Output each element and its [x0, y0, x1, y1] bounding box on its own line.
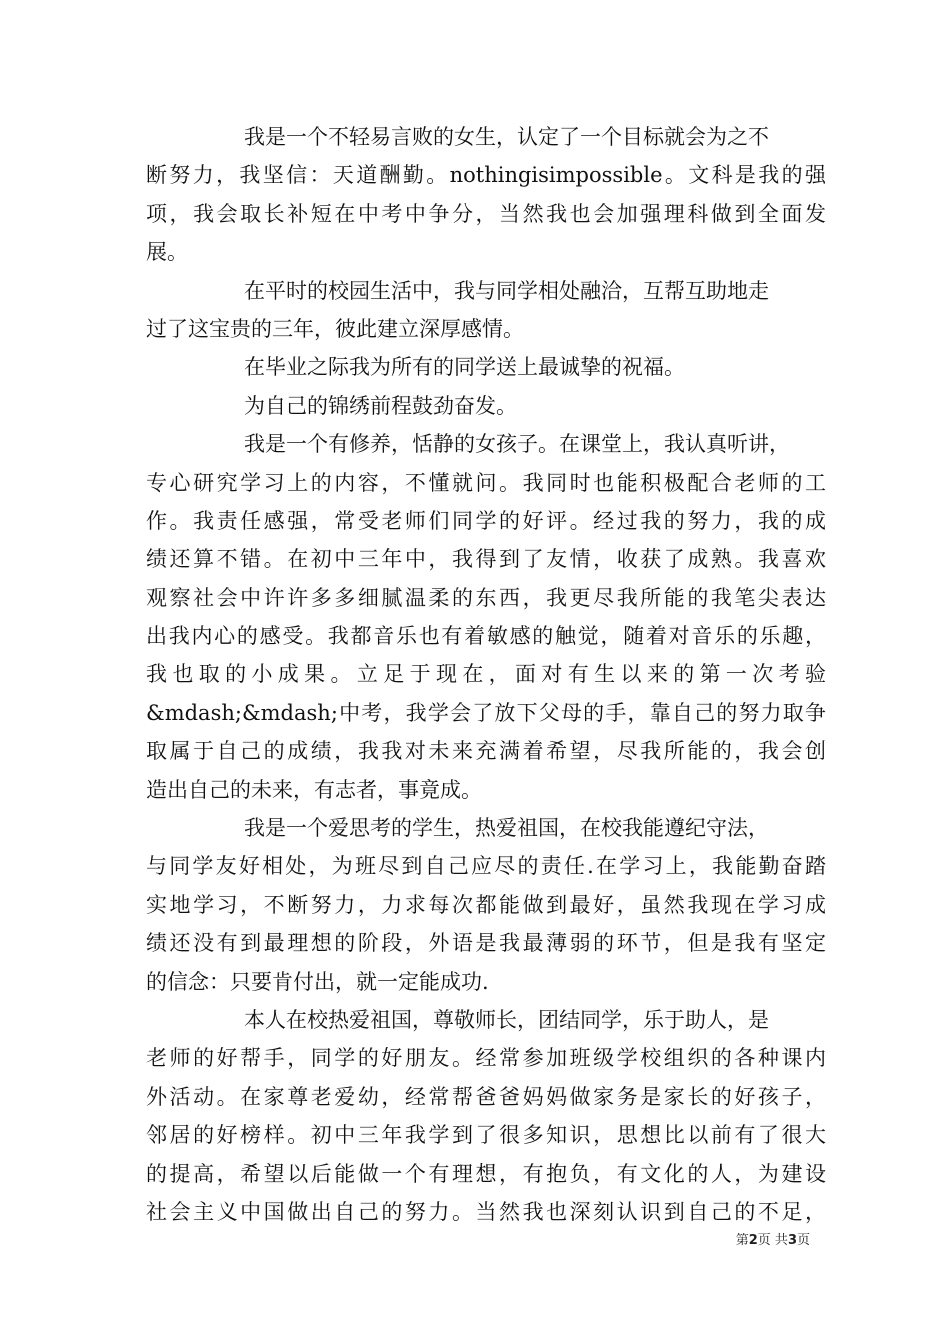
footer-prefix: 第: [735, 1233, 749, 1248]
footer-suffix: 页: [796, 1233, 810, 1248]
paragraph-line: 我是一个不轻易言败的女生，认定了一个目标就会为之不: [244, 125, 769, 149]
paragraph-line: 我是一个有修养，恬静的女孩子。在课堂上，我认真听讲，: [244, 432, 790, 457]
paragraph-line: 断努力，我坚信：天道酬勤。nothingisimpossible。文科是我的强: [146, 163, 826, 188]
paragraph-line: 在平时的校园生活中，我与同学相处融洽，互帮互助地走: [244, 278, 769, 303]
paragraph-line: 专心研究学习上的内容，不懂就问。我同时也能积极配合老师的工: [146, 470, 826, 495]
paragraph-line: 实地学习，不断努力，力求每次都能做到最好，虽然我现在学习成: [146, 892, 826, 917]
paragraph-line: 本人在校热爱祖国，尊敬师长，团结同学，乐于助人，是: [244, 1007, 769, 1032]
page-footer: [660, 1232, 810, 1250]
paragraph-line: 我是一个爱思考的学生，热爱祖国，在校我能遵纪守法，: [244, 816, 769, 841]
paragraph-line: 绩还算不错。在初中三年中，我得到了友情，收获了成熟。我喜欢: [146, 547, 826, 572]
footer-middle: 页 共: [757, 1233, 788, 1248]
paragraph-line: 社会主义中国做出自己的努力。当然我也深刻认识到自己的不足，: [146, 1199, 826, 1224]
paragraph-line: 出我内心的感受。我都音乐也有着敏感的触觉，随着对音乐的乐趣，: [146, 624, 826, 649]
paragraph-line: 的提高，希望以后能做一个有理想，有抱负，有文化的人，为建设: [146, 1161, 826, 1186]
current-page-number: 2: [748, 1233, 758, 1248]
paragraph-line: 观察社会中许许多多细腻温柔的东西，我更尽我所能的我笔尖表达: [146, 585, 826, 610]
paragraph-line: 与同学友好相处，为班尽到自己应尽的责任.在学习上，我能勤奋踏: [146, 854, 826, 879]
paragraph-line: &mdash;&mdash;中考，我学会了放下父母的手，靠自己的努力取争: [146, 700, 826, 725]
paragraph-line: 在毕业之际我为所有的同学送上最诚挚的祝福。: [244, 355, 685, 380]
paragraph-line: 展。: [146, 240, 188, 265]
paragraph-line: 过了这宝贵的三年，彼此建立深厚感情。: [146, 316, 524, 341]
paragraph-line: 项，我会取长补短在中考中争分，当然我也会加强理科做到全面发: [146, 201, 826, 226]
paragraph-line: 取属于自己的成绩，我我对未来充满着希望，尽我所能的，我会创: [146, 739, 826, 764]
paragraph-line: 作。我责任感强，常受老师们同学的好评。经过我的努力，我的成: [146, 508, 826, 533]
paragraph-line: 绩还没有到最理想的阶段，外语是我最薄弱的环节，但是我有坚定: [146, 931, 826, 956]
paragraph-line: 造出自己的未来，有志者，事竟成。: [146, 777, 482, 802]
paragraph-line: 老师的好帮手，同学的好朋友。经常参加班级学校组织的各种课内: [146, 1046, 826, 1071]
paragraph-line: 的信念：只要肯付出，就一定能成功.: [146, 969, 489, 994]
paragraph-line: 为自己的锦绣前程鼓劲奋发。: [244, 393, 517, 418]
paragraph-line: 邻居的好榜样。初中三年我学到了很多知识，思想比以前有了很大: [146, 1123, 826, 1148]
paragraph-line: 我也取的小成果。立足于现在，面对有生以来的第一次考验: [146, 662, 826, 687]
page-number-label: [736, 1233, 810, 1248]
paragraph-line: 外活动。在家尊老爱幼，经常帮爸爸妈妈做家务是家长的好孩子，: [146, 1084, 826, 1109]
total-pages-number: 3: [787, 1233, 797, 1248]
document-body: [146, 118, 826, 1231]
